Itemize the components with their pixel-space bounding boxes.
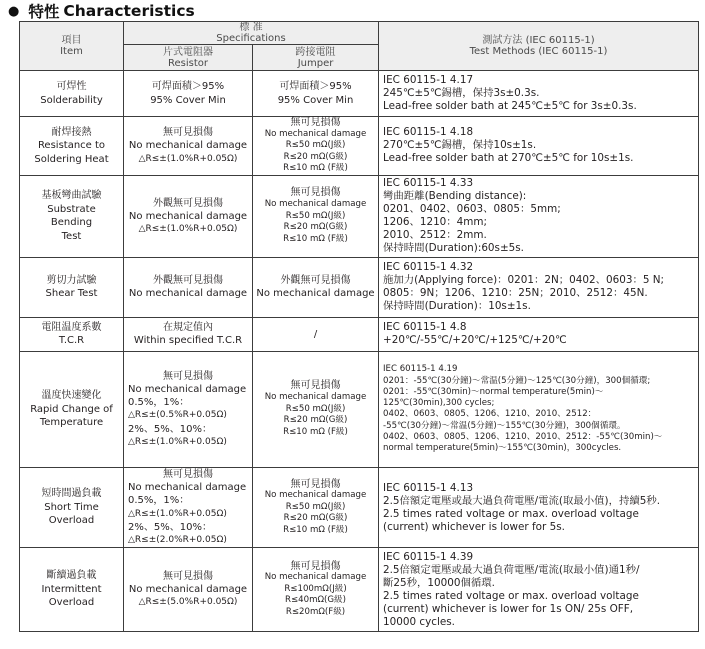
method-line: 施加力(Applying force)：0201：2N；0402、0603：5 N; [383, 274, 665, 287]
jumper-line: 無可見損傷 [290, 380, 341, 392]
method-line: -55℃(30分鐘)～常温(5分鐘)～155℃(30分鐘)，300個循環。 [383, 420, 626, 431]
jumper-line: R≤10 mΩ (F級) [283, 233, 348, 244]
resistor-line: 2%、5%、10%： [128, 423, 212, 435]
jumper-line: 無可見損傷 [290, 187, 341, 199]
item-line: 耐焊接熱 [51, 126, 92, 138]
item-line: Shear Test [45, 288, 98, 300]
jumper-line: 無可見損傷 [290, 478, 341, 490]
jumper-line: R≤20mΩ(F級) [285, 607, 346, 618]
item-line: Overload [48, 597, 95, 609]
jumper-cell [253, 317, 379, 351]
method-cell [379, 257, 699, 317]
method-cell [379, 548, 699, 632]
resistor-cell [124, 175, 253, 257]
resistor-line: No mechanical damage [128, 210, 248, 222]
item-cell [20, 351, 124, 467]
resistor-line: No mechanical damage [128, 384, 247, 396]
resistor-line: Within specified T.C.R [133, 335, 243, 347]
method-line: IEC 60115-1 4.8 [383, 321, 467, 334]
resistor-line: No mechanical damage [128, 482, 247, 494]
resistor-line: 2%、5%、10%： [128, 521, 212, 533]
table-row [20, 71, 699, 117]
jumper-line: R≤50 mΩ(J級) [285, 210, 346, 221]
jumper-line: 95% Cover Min [277, 94, 354, 106]
jumper-line: R≤20 mΩ(G級) [283, 222, 348, 233]
method-line: 245℃±5℃錫槽，保持3s±0.3s. [383, 87, 540, 99]
jumper-line: R≤20 mΩ(G級) [283, 151, 348, 162]
method-line: 保持時間(Duration):60s±5s. [383, 242, 524, 255]
item-line: 溫度快速變化 [41, 390, 102, 402]
jumper-line: R≤10 mΩ (F級) [283, 163, 348, 174]
jumper-line: R≤50 mΩ(J級) [285, 140, 346, 151]
method-line: 彎曲距離(Bending distance): [383, 190, 527, 203]
resistor-line: No mechanical damage [128, 584, 248, 596]
jumper-cell [253, 257, 379, 317]
table-row [20, 317, 699, 351]
jumper-line: R≤50 mΩ(J級) [285, 501, 346, 512]
method-line: 270℃±5℃錫槽，保持10s±1s. [383, 139, 537, 152]
method-line: 2010、2512：2mm. [383, 229, 487, 242]
item-cell [20, 257, 124, 317]
method-line: IEC 60115-1 4.32 [383, 261, 474, 274]
item-line: 可焊性 [56, 80, 87, 92]
method-cell [379, 71, 699, 117]
resistor-line: 外觀無可見損傷 [153, 275, 223, 287]
jumper-line: No mechanical damage [264, 199, 367, 210]
method-cell [379, 317, 699, 351]
heading-cn: 特性 [28, 3, 60, 21]
table-row [20, 117, 699, 176]
method-line: normal temperature(5min)～155℃(30min)，300cycles. [383, 443, 622, 454]
resistor-line: 95% Cover Min [150, 94, 226, 106]
jumper-cell [253, 175, 379, 257]
method-line: 2.5倍額定電壓或最大過負荷電壓/電流(取最小值)通1秒/ [383, 563, 640, 576]
method-line: 0201、0402、0603、0805：5mm; [383, 203, 561, 216]
jumper-cell [253, 351, 379, 467]
bullet-icon: ● [8, 3, 20, 19]
header-test-methods: 測試方法 (IEC 60115-1) Test Methods (IEC 60115-1) [379, 22, 699, 71]
resistor-line: 無可見損傷 [163, 370, 213, 382]
resistor-cell [124, 257, 253, 317]
item-line: Temperature [39, 417, 104, 429]
resistor-line: 外觀無可見損傷 [153, 197, 223, 209]
jumper-line: 無可見損傷 [290, 117, 341, 128]
method-line: (current) whichever is lower for 5s. [383, 520, 565, 533]
characteristics-table [19, 21, 699, 632]
header-item: 項目 Item [20, 22, 124, 71]
resistor-line: 無可見損傷 [163, 570, 213, 582]
method-line: 保持時間(Duration)：10s±1s. [383, 300, 531, 313]
item-line: Bending [50, 217, 93, 229]
method-line: 0805：9N；1206、1210：25N；2010、2512：45N. [383, 287, 648, 300]
item-line: 電阻温度系數 [41, 321, 102, 333]
jumper-line: No mechanical damage [264, 572, 367, 583]
resistor-line: △R≤±(1.0%R+0.05Ω) [138, 224, 238, 235]
method-line: 0402、0603、0805、1206、1210、2010、2512：-55℃(30min)～ [383, 432, 663, 443]
table-row [20, 175, 699, 257]
jumper-line: R≤20 mΩ(G級) [283, 415, 348, 426]
resistor-line: △R≤±(1.0%R+0.05Ω) [128, 508, 227, 519]
item-line: Rapid Change of [30, 403, 113, 415]
method-line: 2.5 times rated voltage or max. overload voltage [383, 507, 639, 520]
item-cell [20, 317, 124, 351]
item-line: Substrate [47, 203, 96, 215]
method-line: 0402、0603、0805、1206、1210、2010、2512： [383, 409, 597, 420]
jumper-line: R≤100mΩ(J級) [284, 583, 347, 594]
jumper-line: 外觀無可見損傷 [280, 275, 351, 287]
item-cell [20, 117, 124, 176]
item-line: Test [61, 231, 82, 243]
method-line: IEC 60115-1 4.33 [383, 177, 474, 190]
jumper-cell [253, 467, 379, 547]
resistor-cell [124, 117, 253, 176]
table-row [20, 351, 699, 467]
header-specifications: 標 准 Specifications [124, 22, 379, 45]
method-line: (current) whichever is lower for 1s ON/ 25s OFF, [383, 602, 634, 615]
table-body [20, 71, 699, 632]
jumper-line: No mechanical damage [264, 128, 367, 139]
item-cell [20, 175, 124, 257]
jumper-line: 可焊面積＞95% [279, 81, 352, 93]
jumper-cell [253, 548, 379, 632]
heading-en: Characteristics [63, 2, 195, 20]
method-line: IEC 60115-1 4.39 [383, 550, 474, 563]
method-line: 斷25秒，10000個循環. [383, 576, 495, 589]
method-line: Lead-free solder bath at 270℃±5℃ for 10s±1s. [383, 152, 634, 165]
item-line: 基板彎曲試驗 [41, 190, 102, 202]
method-cell [379, 175, 699, 257]
item-cell [20, 71, 124, 117]
method-line: 0201：-55℃(30分鐘)～常温(5分鐘)～125℃(30分鐘)，300個循環; [383, 375, 651, 386]
resistor-line: △R≤±(5.0%R+0.05Ω) [138, 597, 238, 608]
jumper-line: / [313, 328, 318, 340]
resistor-line: △R≤±(1.0%R+0.05Ω) [138, 153, 238, 164]
resistor-line: 無可見損傷 [163, 127, 213, 139]
method-line: 2.5倍額定電壓或最大過負荷電壓/電流(取最小值)，持續5秒. [383, 494, 661, 507]
resistor-cell [124, 467, 253, 547]
table-row [20, 467, 699, 547]
method-line: 125℃(30min),300 cycles; [383, 398, 495, 409]
method-line: IEC 60115-1 4.13 [383, 481, 474, 494]
method-line: IEC 60115-1 4.19 [383, 364, 458, 375]
resistor-cell [124, 351, 253, 467]
header-resistor: 片式電阻器 Resistor [124, 45, 253, 71]
jumper-line: No mechanical damage [264, 490, 367, 501]
table-row [20, 257, 699, 317]
jumper-cell [253, 71, 379, 117]
item-cell [20, 467, 124, 547]
jumper-cell [253, 117, 379, 176]
item-line: Soldering Heat [34, 153, 109, 165]
resistor-line: 0.5%，1%： [128, 495, 190, 507]
jumper-line: R≤50 mΩ(J級) [285, 403, 346, 414]
method-line: Lead-free solder bath at 245℃±5℃ for 3s±0.3s. [383, 100, 637, 112]
item-line: 斷續過負載 [46, 570, 97, 582]
resistor-line: 無可見損傷 [163, 468, 213, 480]
resistor-cell [124, 317, 253, 351]
resistor-line: No mechanical damage [128, 288, 248, 300]
item-line: Overload [48, 515, 95, 527]
method-cell [379, 351, 699, 467]
resistor-line: △R≤±(0.5%R+0.05Ω) [128, 410, 227, 421]
method-line: 1206、1210：4mm; [383, 216, 488, 229]
item-line: 剪切力試驗 [46, 274, 97, 286]
item-line: Solderability [40, 94, 103, 106]
item-line: T.C.R [58, 335, 85, 347]
jumper-line: R≤10 mΩ (F級) [283, 426, 348, 437]
method-line: 2.5 times rated voltage or max. overload voltage [383, 589, 639, 602]
jumper-line: R≤40mΩ(G級) [285, 595, 347, 606]
resistor-line: 可焊面積＞95% [151, 81, 225, 93]
jumper-line: R≤10 mΩ (F級) [283, 524, 348, 535]
item-line: 短時間過負載 [41, 488, 102, 500]
jumper-line: R≤20 mΩ(G級) [283, 513, 348, 524]
jumper-line: 無可見損傷 [290, 560, 341, 572]
resistor-line: 0.5%，1%： [128, 397, 190, 409]
item-line: Resistance to [37, 140, 106, 152]
resistor-line: △R≤±(2.0%R+0.05Ω) [128, 534, 227, 545]
method-line: IEC 60115-1 4.17 [383, 74, 474, 86]
section-heading [8, 1, 195, 21]
method-cell [379, 117, 699, 176]
header-jumper: 跨接電阻 Jumper [253, 45, 379, 71]
table-row [20, 548, 699, 632]
method-line: 10000 cycles. [383, 615, 455, 628]
resistor-cell [124, 71, 253, 117]
jumper-line: No mechanical damage [264, 392, 367, 403]
method-cell [379, 467, 699, 547]
resistor-line: 在規定值內 [163, 322, 213, 334]
method-line: +20℃/-55℃/+20℃/+125℃/+20℃ [383, 334, 567, 347]
resistor-line: △R≤±(1.0%R+0.05Ω) [128, 436, 227, 447]
item-cell [20, 548, 124, 632]
item-line: Short Time [44, 501, 99, 513]
method-line: 0201：-55℃(30min)～normal temperature(5min)～ [383, 386, 604, 397]
resistor-cell [124, 548, 253, 632]
item-line: Intermittent [41, 583, 102, 595]
method-line: IEC 60115-1 4.18 [383, 126, 474, 139]
resistor-line: No mechanical damage [128, 140, 248, 152]
jumper-line: No mechanical damage [256, 288, 375, 300]
